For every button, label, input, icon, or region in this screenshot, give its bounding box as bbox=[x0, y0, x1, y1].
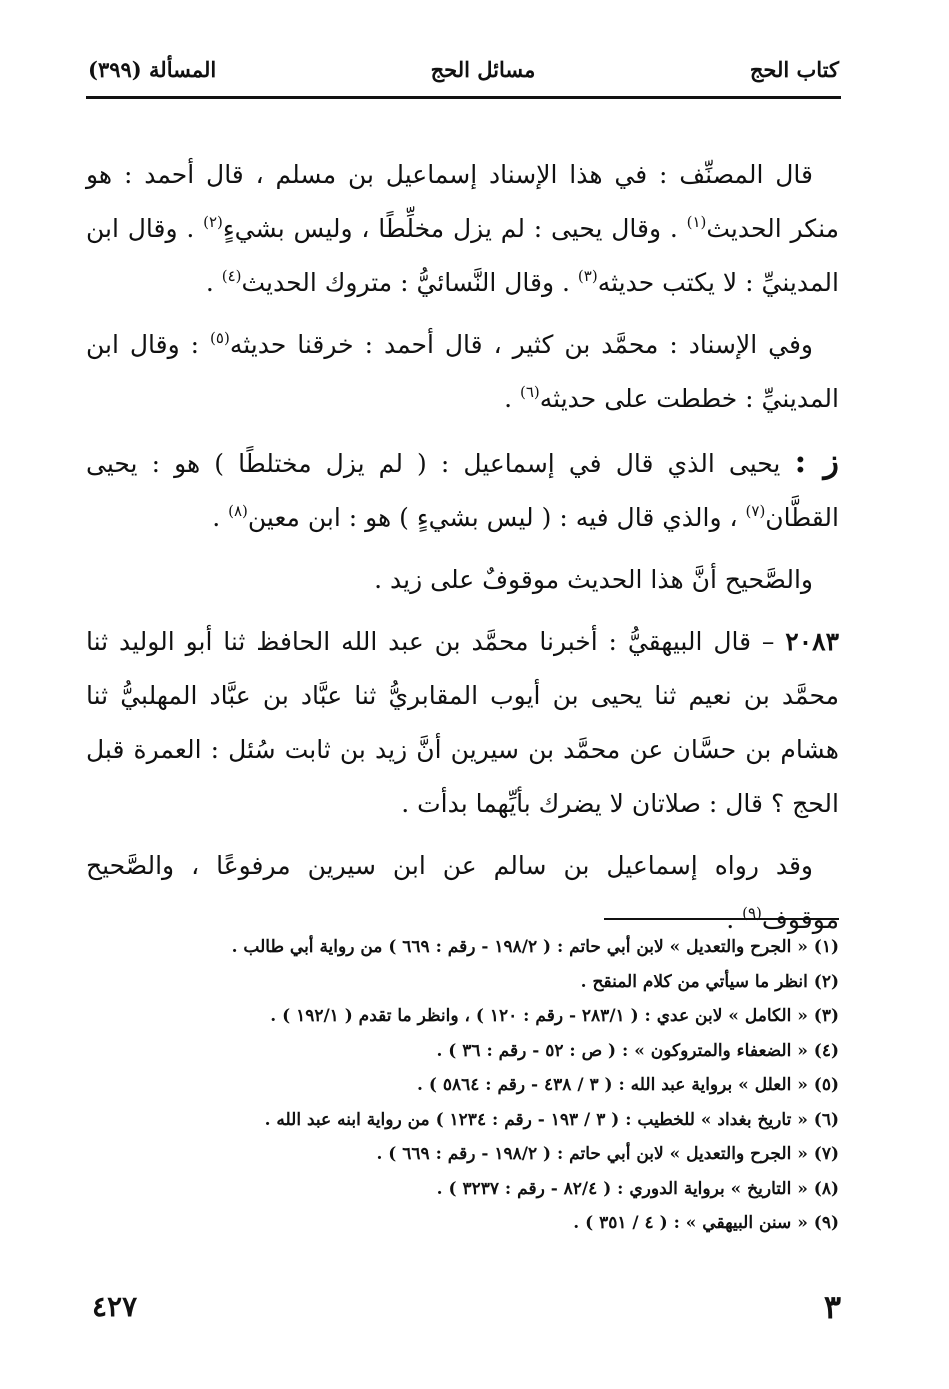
page-number: ٤٢٧ bbox=[92, 1290, 138, 1323]
footnote-ref-6[interactable]: (٦) bbox=[520, 383, 540, 401]
footnote-1: (١) « الجرح والتعديل » لابن أبي حاتم : ( ١٩٨/٢ - رقم : ٦٦٩ ) من رواية أبي طالب . bbox=[231, 937, 839, 957]
text-run: يحيى الذي قال في إسماعيل : ( لم يزل مختلطًا ) هو : يحيى القطَّان bbox=[86, 449, 839, 532]
footnote-ref-9[interactable]: (٩) bbox=[742, 904, 762, 922]
paragraph-isnad bbox=[86, 318, 839, 426]
text-run: . bbox=[726, 905, 743, 934]
footnotes bbox=[86, 930, 839, 1241]
text-run: – قال البيهقيُّ : أخبرنا محمَّد بن عبد الله الحافظ ثنا أبو الوليد ثنا محمَّد بن نعيم ثنا يحيى بن أيوب المقابريُّ ثنا عبَّاد بن عبَّاد المهلبيُّ ثنا هشام بن حسَّان عن محمَّد بن سيرين أنَّ زيد بن ثابت سُئل : العمرة قبل الحج ؟ قال : صلاتان لا يضرك بأيِّهما بدأت . bbox=[86, 627, 839, 818]
text-run: . bbox=[504, 384, 520, 413]
text-run: ، والذي قال فيه : ( ليس بشيءٍ ) هو : ابن معين bbox=[247, 503, 746, 532]
footnote-ref-2[interactable]: (٢) bbox=[203, 213, 223, 231]
footnote-ref-1[interactable]: (١) bbox=[686, 213, 707, 231]
footnote-ref-4[interactable]: (٤) bbox=[221, 267, 242, 285]
footnote-7: (٧) « الجرح والتعديل » لابن أبي حاتم : ( ١٩٨/٢ - رقم : ٦٦٩ ) . bbox=[376, 1144, 839, 1164]
footnote-rule bbox=[604, 918, 839, 920]
hadith-number: ٢٠٨٣ bbox=[785, 627, 839, 656]
footnote-2: (٢) انظر ما سيأتي من كلام المنقح . bbox=[580, 971, 839, 992]
footnote-ref-7[interactable]: (٧) bbox=[745, 502, 766, 520]
footnote-6: (٦) « تاريخ بغداد » للخطيب : ( ٣ / ١٩٣ - رقم : ١٢٣٤ ) من رواية ابنه عبد الله . bbox=[264, 1109, 839, 1130]
text-run: . bbox=[205, 268, 222, 297]
header-rule bbox=[86, 96, 841, 99]
main-text bbox=[86, 148, 839, 947]
header-chapter-title: مسائل الحج bbox=[430, 56, 536, 82]
paragraph-author-comment bbox=[86, 148, 839, 310]
paragraph-editor-note bbox=[86, 434, 839, 545]
footnote-5: (٥) « العلل » برواية عبد الله : ( ٣ / ٤٣٨ - رقم : ٥٨٦٤ ) . bbox=[417, 1075, 839, 1095]
header-book-title: كتاب الحج bbox=[749, 56, 839, 82]
editor-mark: ز : bbox=[794, 442, 840, 480]
text-run: . وقال يحيى : لم يزل مخلِّطًا ، وليس بشيءٍ bbox=[222, 214, 687, 243]
text-run: . وقال ابن المدينيِّ : لا يكتب حديثه bbox=[86, 214, 839, 297]
footnote-8: (٨) « التاريخ » برواية الدوري : ( ٨٢/٤ - رقم : ٣٢٣٧ ) . bbox=[436, 1178, 839, 1199]
footnote-3: (٣) « الكامل » لابن عدي : ( ٢٨٣/١ - رقم : ١٢٠ ) ، وانظر ما تقدم ( ١٩٢/١ ) . bbox=[270, 1006, 839, 1026]
text-run: : وقال ابن المدينيِّ : خططت على حديثه bbox=[86, 330, 839, 413]
paragraph-hadith-2083 bbox=[86, 615, 839, 831]
text-run: قال المصنِّف : في هذا الإسناد إسماعيل بن مسلم ، قال أحمد : هو منكر الحديث bbox=[86, 160, 840, 243]
text-run: . وقال النَّسائيُّ : متروك الحديث bbox=[241, 268, 578, 297]
text-run: وفي الإسناد : محمَّد بن كثير ، قال أحمد : خرقنا حديثه bbox=[229, 330, 813, 359]
paragraph-correct-view: والصَّحيح أنَّ هذا الحديث موقوفٌ على زيد . bbox=[374, 565, 813, 594]
footnote-4: (٤) « الضعفاء والمتروكون » : ( ص : ٥٢ - رقم : ٣٦ ) . bbox=[436, 1040, 839, 1061]
footnote-9: (٩) « سنن البيهقي » : ( ٤ / ٣٥١ ) . bbox=[573, 1213, 839, 1233]
volume-number: ٣ bbox=[823, 1288, 841, 1326]
footnote-ref-3[interactable]: (٣) bbox=[577, 267, 598, 285]
footnote-ref-8[interactable]: (٨) bbox=[228, 502, 248, 520]
running-head bbox=[88, 52, 839, 86]
text-run: . bbox=[212, 503, 229, 532]
header-issue-number: المسألة (٣٩٩) bbox=[88, 56, 217, 82]
text-run: وقد رواه إسماعيل بن سالم عن ابن سيرين مرفوعًا ، والصَّحيح موقوف bbox=[86, 851, 839, 934]
footnote-ref-5[interactable]: (٥) bbox=[210, 329, 230, 347]
